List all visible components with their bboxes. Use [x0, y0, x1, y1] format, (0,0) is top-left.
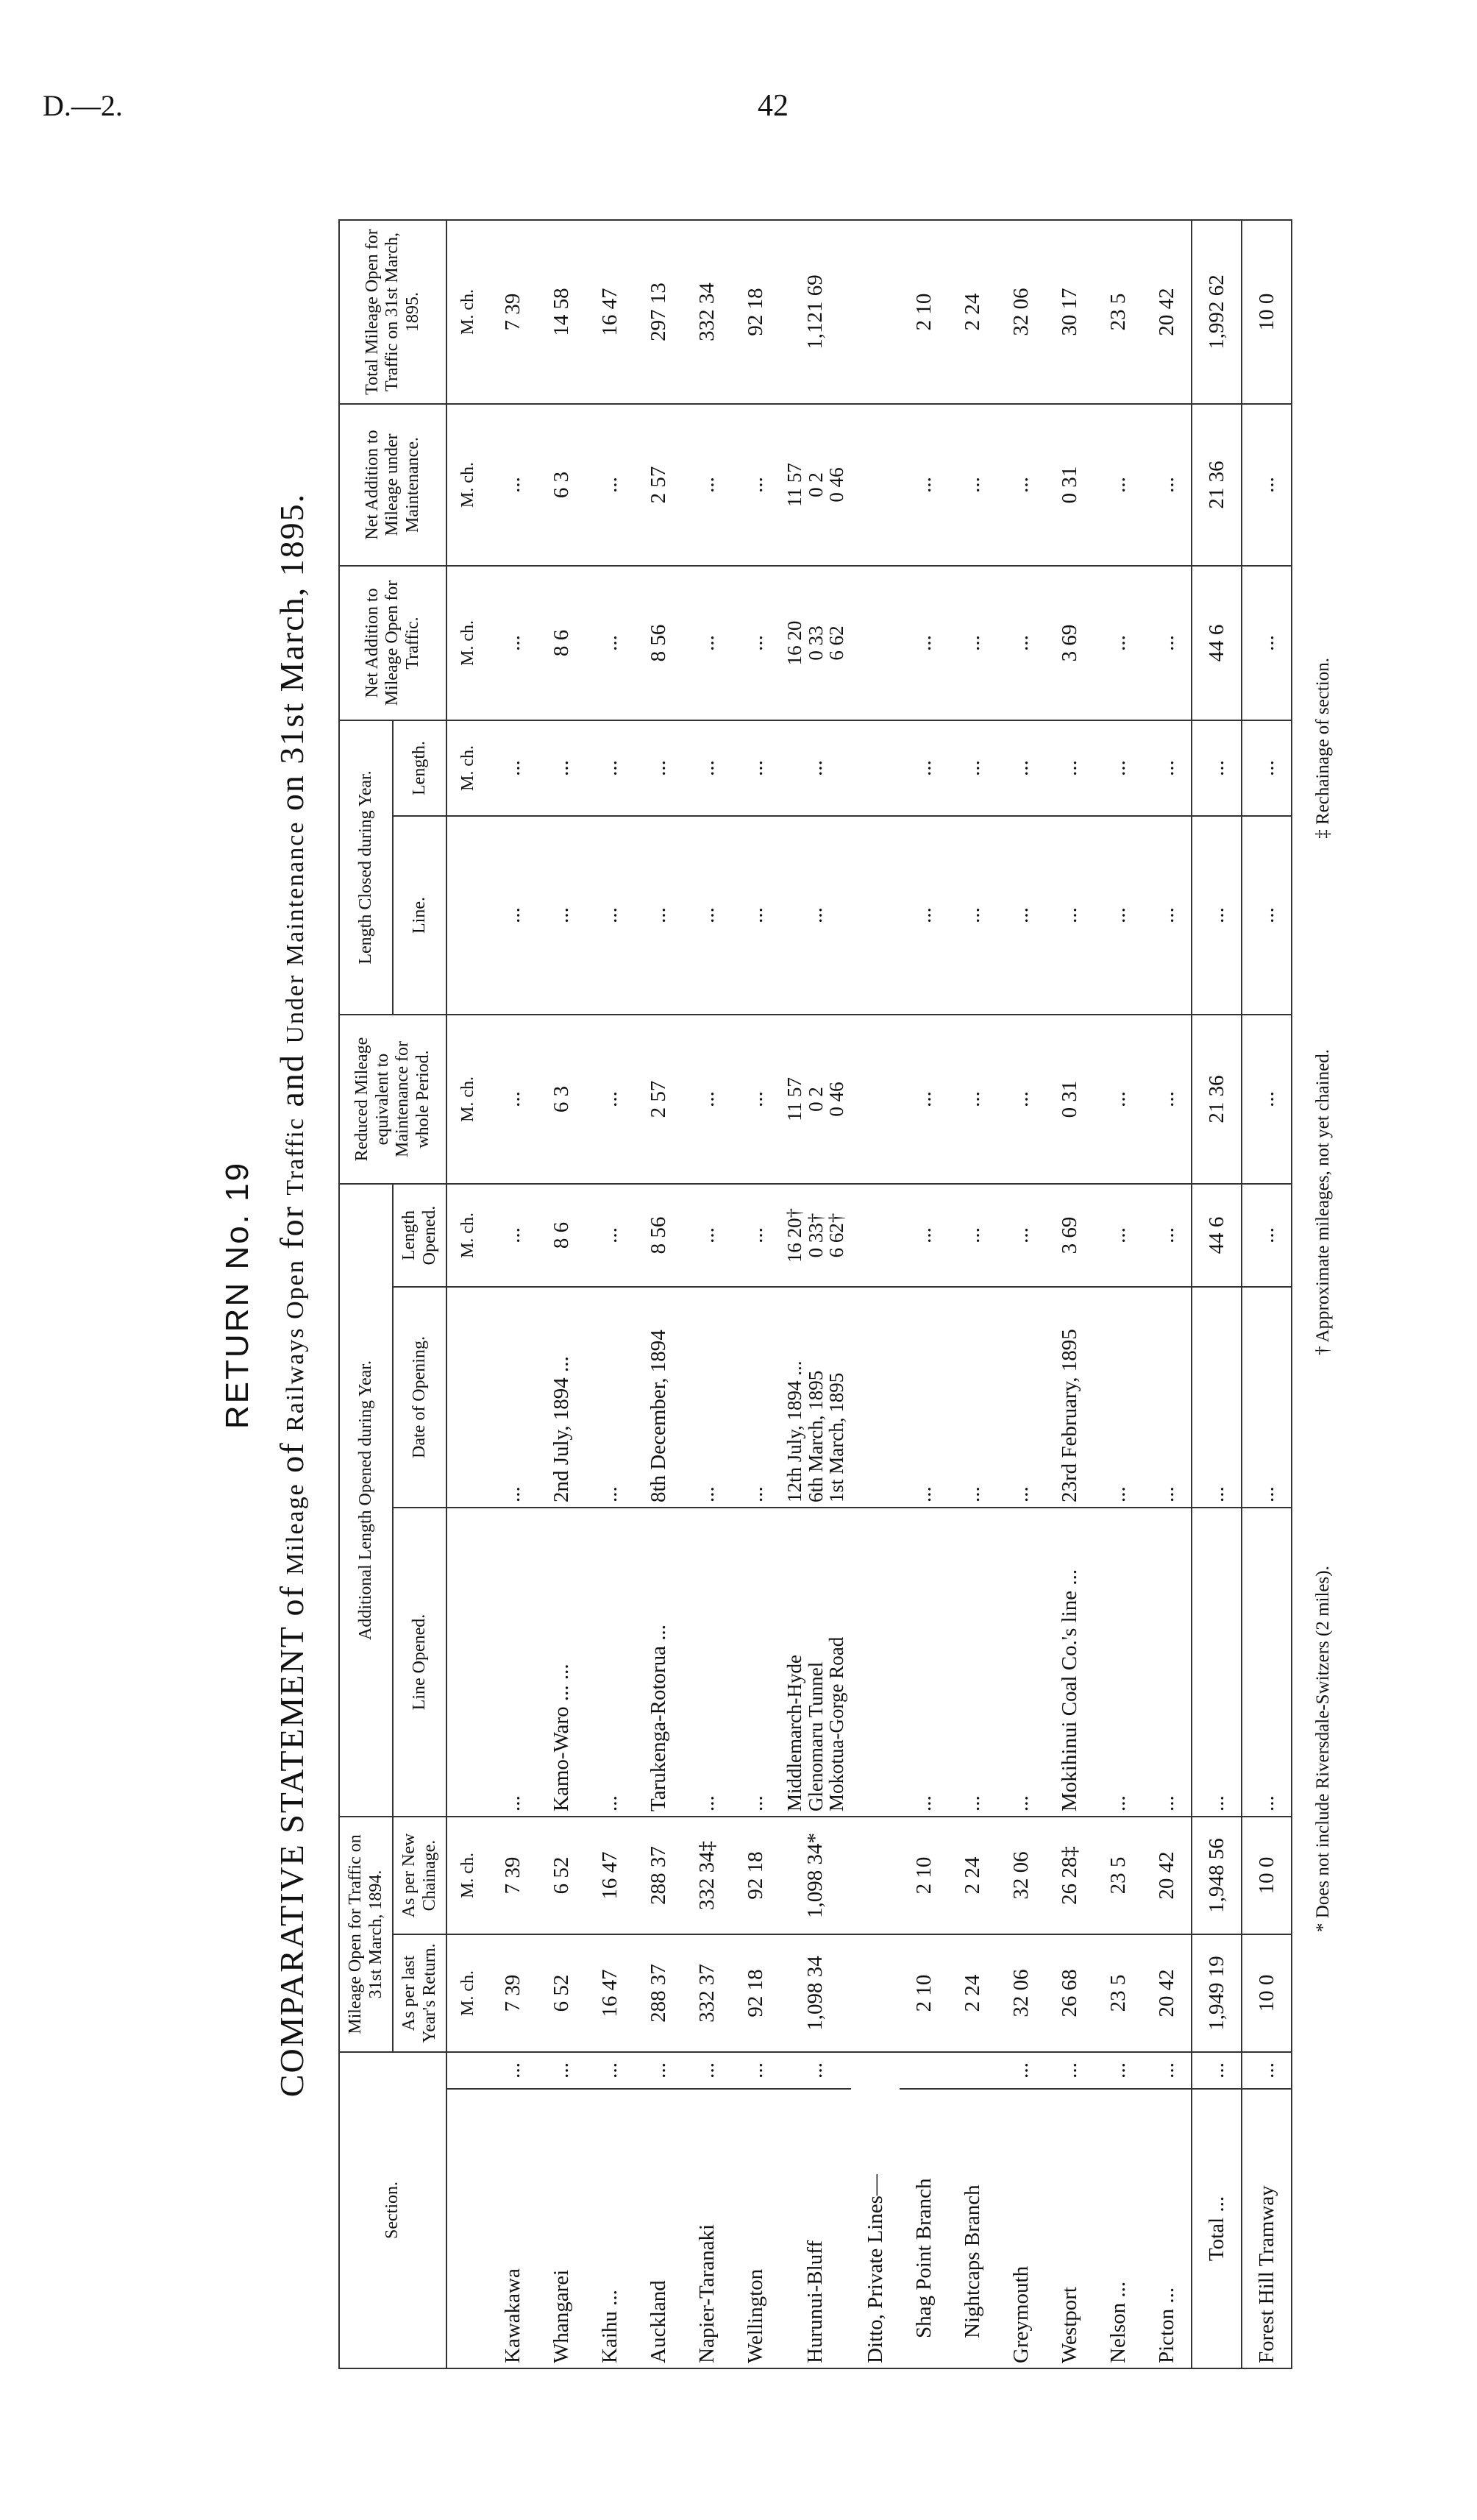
net-addition-maintenance: ...	[1242, 404, 1292, 566]
net-addition-maintenance	[780, 404, 851, 566]
net-addition-open: ...	[948, 566, 997, 720]
net-addition-maintenance: ...	[586, 404, 634, 566]
length-opened: ...	[1094, 1184, 1142, 1287]
closed-length: ...	[948, 720, 997, 816]
closed-length: ...	[1094, 720, 1142, 816]
footnote-star: * Does not include Riversdale-Switzers (2 miles).	[1313, 1566, 1333, 1932]
leader-dots: ...	[488, 2052, 537, 2089]
mileage-last-return: 7 39	[488, 1934, 537, 2052]
closed-length: ...	[488, 720, 537, 816]
length-opened: 44 6	[1192, 1184, 1242, 1287]
net-addition-open: 8 6	[537, 566, 586, 720]
length-opened: ...	[488, 1184, 537, 1287]
unit-cell: M. ch.	[446, 220, 488, 404]
net-addition-maintenance: ...	[731, 404, 780, 566]
unit-cell: M. ch.	[446, 1015, 488, 1184]
mileage-last-return: 10 0	[1242, 1934, 1292, 2052]
length-opened: 8 6	[537, 1184, 586, 1287]
leader-dots: ...	[780, 2052, 851, 2089]
length-opened: 3 69	[1045, 1184, 1094, 1287]
header-net-addition-open: Net Addition to Mileage Open for Traffic.	[339, 566, 446, 720]
line-opened: ...	[1094, 1508, 1142, 1817]
unit-cell	[446, 1508, 488, 1817]
net-addition-open-line: 16 20	[783, 620, 806, 666]
mileage-last-return: 26 68	[1045, 1934, 1094, 2052]
unit-cell	[446, 2052, 488, 2089]
closed-line: ...	[586, 816, 634, 1015]
line-opened-line: Mokotua-Gorge Road	[825, 1636, 848, 1811]
table-row	[683, 220, 731, 2368]
length-opened-line: 16 20†	[783, 1207, 806, 1263]
header-mileage-open-1894: Mileage Open for Traffic on 31st March, 1894.	[339, 1817, 393, 2052]
length-opened: ...	[997, 1184, 1045, 1287]
table-row	[780, 220, 851, 2368]
date-of-opening: ...	[948, 1287, 997, 1508]
leader-dots: ...	[731, 2052, 780, 2089]
section-name: Napier-Taranaki	[683, 2089, 731, 2368]
unit-cell	[446, 1287, 488, 1508]
closed-line: ...	[1142, 816, 1192, 1015]
mileage-new-chainage: 32 06	[997, 1817, 1045, 1934]
mileage-new-chainage: 26 28‡	[1045, 1817, 1094, 1934]
date-of-opening	[780, 1287, 851, 1508]
mileage-last-return: 2 10	[900, 1934, 948, 2052]
total-mileage: 332 34	[683, 220, 731, 404]
mileage-new-chainage: 288 37	[634, 1817, 683, 1934]
section-name: Picton ...	[1142, 2089, 1192, 2368]
closed-line: ...	[731, 816, 780, 1015]
total-mileage: 1,992 62	[1192, 220, 1242, 404]
mileage-new-chainage: 6 52	[537, 1817, 586, 1934]
date-of-opening: 2nd July, 1894 ...	[537, 1287, 586, 1508]
net-addition-open	[780, 566, 851, 720]
closed-line: ...	[780, 816, 851, 1015]
closed-line: ...	[1192, 816, 1242, 1015]
reduced-mileage: ...	[1142, 1015, 1192, 1184]
net-addition-maintenance: 2 57	[634, 404, 683, 566]
line-opened: ...	[1242, 1508, 1292, 1817]
total-mileage: 2 10	[900, 220, 948, 404]
closed-length: ...	[780, 720, 851, 816]
section-name: Greymouth	[997, 2089, 1045, 2368]
date-of-opening-line: 12th July, 1894 ...	[783, 1360, 806, 1502]
reduced-mileage: 6 3	[537, 1015, 586, 1184]
total-mileage: 23 5	[1094, 220, 1142, 404]
line-opened: ...	[488, 1508, 537, 1817]
mileage-new-chainage: 332 34‡	[683, 1817, 731, 1934]
closed-line: ...	[1242, 816, 1292, 1015]
reduced-mileage-line: 0 2	[804, 1087, 827, 1112]
reduced-mileage: 21 36	[1192, 1015, 1242, 1184]
length-opened: ...	[1242, 1184, 1292, 1287]
length-opened: ...	[900, 1184, 948, 1287]
mileage-new-chainage: 7 39	[488, 1817, 537, 1934]
footnote-dagger: † Approximate mileages, not yet chained.	[1313, 1049, 1333, 1355]
line-opened: ...	[1142, 1508, 1192, 1817]
reduced-mileage: 2 57	[634, 1015, 683, 1184]
line-opened-line: Middlemarch-Hyde	[783, 1655, 806, 1811]
table-row	[1192, 220, 1242, 2368]
line-opened: ...	[731, 1508, 780, 1817]
line-opened-line: Glenomaru Tunnel	[804, 1661, 827, 1811]
mileage-new-chainage: 92 18	[731, 1817, 780, 1934]
date-of-opening: ...	[900, 1287, 948, 1508]
title-part: Railways Open	[282, 1259, 309, 1432]
mileage-last-return: 2 24	[948, 1934, 997, 2052]
header-reduced-mileage: Reduced Mileage equivalent to Maintenance for whole Period.	[339, 1015, 446, 1184]
mileage-new-chainage: 20 42	[1142, 1817, 1192, 1934]
leader-dots: ...	[1242, 2052, 1292, 2089]
mileage-new-chainage: 23 5	[1094, 1817, 1142, 1934]
leader-dots	[948, 2052, 997, 2089]
closed-length: ...	[997, 720, 1045, 816]
unit-cell: M. ch.	[446, 720, 488, 816]
net-addition-maintenance-line: 0 2	[804, 472, 827, 497]
closed-length: ...	[586, 720, 634, 816]
leader-dots: ...	[997, 2052, 1045, 2089]
closed-line: ...	[488, 816, 537, 1015]
empty-cell	[851, 1934, 900, 2052]
net-addition-maintenance: ...	[900, 404, 948, 566]
closed-length: ...	[900, 720, 948, 816]
total-mileage: 297 13	[634, 220, 683, 404]
mileage-new-chainage: 1,098 34*	[780, 1817, 851, 1934]
section-name: Nelson ...	[1094, 2089, 1142, 2368]
table-row	[1242, 220, 1292, 2368]
net-addition-maintenance: ...	[683, 404, 731, 566]
header-as-per-new: As per New Chainage.	[393, 1817, 446, 1934]
empty-cell	[851, 816, 900, 1015]
net-addition-open: ...	[997, 566, 1045, 720]
closed-length: ...	[537, 720, 586, 816]
length-opened-line: 0 33†	[804, 1213, 827, 1258]
net-addition-maintenance: 0 31	[1045, 404, 1094, 566]
net-addition-open: ...	[900, 566, 948, 720]
reduced-mileage: ...	[997, 1015, 1045, 1184]
total-mileage: 92 18	[731, 220, 780, 404]
closed-line: ...	[948, 816, 997, 1015]
unit-cell: M. ch.	[446, 1184, 488, 1287]
unit-cell: M. ch.	[446, 1817, 488, 1934]
leader-dots: ...	[634, 2052, 683, 2089]
length-opened	[780, 1184, 851, 1287]
header-as-per-last: As per last Year's Return.	[393, 1934, 446, 2052]
reduced-mileage: ...	[1242, 1015, 1292, 1184]
section-name: Total ...	[1192, 2089, 1242, 2368]
unit-cell	[446, 816, 488, 1015]
section-name: Ditto, Private Lines—	[851, 2052, 900, 2368]
section-name: Whangarei	[537, 2089, 586, 2368]
total-mileage: 20 42	[1142, 220, 1192, 404]
date-of-opening: 8th December, 1894	[634, 1287, 683, 1508]
line-opened	[780, 1508, 851, 1817]
reduced-mileage	[780, 1015, 851, 1184]
mileage-new-chainage: 2 24	[948, 1817, 997, 1934]
empty-cell	[851, 220, 900, 404]
closed-line: ...	[683, 816, 731, 1015]
mileage-new-chainage: 10 0	[1242, 1817, 1292, 1934]
length-opened-line: 6 62†	[825, 1213, 848, 1258]
empty-cell	[851, 1508, 900, 1817]
unit-cell: M. ch.	[446, 404, 488, 566]
leader-dots: ...	[537, 2052, 586, 2089]
mileage-last-return: 6 52	[537, 1934, 586, 2052]
header-net-addition-maintenance: Net Addition to Mileage under Maintenance.	[339, 404, 446, 566]
mileage-last-return: 332 37	[683, 1934, 731, 2052]
header-total-mileage-1895: Total Mileage Open for Traffic on 31st March, 1895.	[339, 220, 446, 404]
net-addition-maintenance: ...	[1142, 404, 1192, 566]
closed-length: ...	[1142, 720, 1192, 816]
section-name: Westport	[1045, 2089, 1094, 2368]
reduced-mileage: ...	[683, 1015, 731, 1184]
net-addition-open: ...	[1094, 566, 1142, 720]
table-row	[997, 220, 1045, 2368]
closed-length: ...	[731, 720, 780, 816]
table-row	[634, 220, 683, 2368]
mileage-last-return: 32 06	[997, 1934, 1045, 2052]
line-opened: Kamo-Waro ... ...	[537, 1508, 586, 1817]
table-row	[537, 220, 586, 2368]
leader-dots: ...	[1192, 2052, 1242, 2089]
length-opened: ...	[731, 1184, 780, 1287]
unit-cell: M. ch.	[446, 566, 488, 720]
title-part: and	[273, 1043, 310, 1118]
net-addition-open-line: 6 62	[825, 625, 848, 661]
date-of-opening: ...	[997, 1287, 1045, 1508]
closed-line: ...	[900, 816, 948, 1015]
net-addition-maintenance: ...	[997, 404, 1045, 566]
net-addition-maintenance: ...	[948, 404, 997, 566]
reduced-mileage-line: 0 46	[825, 1082, 848, 1117]
line-opened: ...	[997, 1508, 1045, 1817]
document-reference: D.—2.	[43, 89, 123, 122]
closed-line: ...	[997, 816, 1045, 1015]
closed-length: ...	[634, 720, 683, 816]
mileage-last-return: 1,949 19	[1192, 1934, 1242, 2052]
date-of-opening: ...	[1242, 1287, 1292, 1508]
page-number: 42	[758, 89, 789, 123]
header-closed-line: Line.	[393, 816, 446, 1015]
section-name: Kaihu ...	[586, 2089, 634, 2368]
table-row	[1094, 220, 1142, 2368]
section-name: Shag Point Branch	[900, 2089, 948, 2368]
unit-cell	[446, 2089, 488, 2368]
units-row	[446, 220, 488, 2368]
closed-line: ...	[1045, 816, 1094, 1015]
reduced-mileage: ...	[488, 1015, 537, 1184]
total-mileage: 14 58	[537, 220, 586, 404]
net-addition-open: ...	[683, 566, 731, 720]
title-part: Under Maintenance	[282, 820, 309, 1044]
section-name: Wellington	[731, 2089, 780, 2368]
title-part: for	[273, 1195, 310, 1260]
date-of-opening: ...	[1142, 1287, 1192, 1508]
table-row	[731, 220, 780, 2368]
footnotes	[1313, 191, 1334, 2399]
closed-line: ...	[634, 816, 683, 1015]
line-opened: ...	[900, 1508, 948, 1817]
unit-cell: M. ch.	[446, 1934, 488, 2052]
reduced-mileage: ...	[1094, 1015, 1142, 1184]
net-addition-open-line: 0 33	[804, 625, 827, 661]
reduced-mileage: ...	[948, 1015, 997, 1184]
reduced-mileage: ...	[586, 1015, 634, 1184]
line-opened: ...	[1192, 1508, 1242, 1817]
reduced-mileage-line: 11 57	[783, 1077, 806, 1121]
total-mileage: 10 0	[1242, 220, 1292, 404]
mileage-statement-table	[338, 219, 1292, 2369]
leader-dots: ...	[1045, 2052, 1094, 2089]
leader-dots: ...	[1094, 2052, 1142, 2089]
net-addition-open: ...	[1242, 566, 1292, 720]
mileage-new-chainage: 1,948 56	[1192, 1817, 1242, 1934]
statement-title	[272, 191, 311, 2399]
line-opened: ...	[948, 1508, 997, 1817]
net-addition-maintenance: 6 3	[537, 404, 586, 566]
total-mileage: 16 47	[586, 220, 634, 404]
leader-dots: ...	[683, 2052, 731, 2089]
net-addition-open: ...	[488, 566, 537, 720]
length-opened: ...	[1142, 1184, 1192, 1287]
date-of-opening: ...	[683, 1287, 731, 1508]
total-mileage: 32 06	[997, 220, 1045, 404]
length-opened: 8 56	[634, 1184, 683, 1287]
date-of-opening-line: 6th March, 1895	[804, 1370, 827, 1502]
line-opened: Tarukenga-Rotorua ...	[634, 1508, 683, 1817]
footnote-double-dagger: ‡ Rechainage of section.	[1313, 658, 1333, 839]
mileage-last-return: 20 42	[1142, 1934, 1192, 2052]
table-row	[1045, 220, 1094, 2368]
length-opened: ...	[948, 1184, 997, 1287]
net-addition-maintenance-line: 0 46	[825, 467, 848, 503]
reduced-mileage: 0 31	[1045, 1015, 1094, 1184]
title-part: Traffic	[282, 1117, 309, 1196]
mileage-last-return: 16 47	[586, 1934, 634, 2052]
closed-length: ...	[683, 720, 731, 816]
leader-dots	[900, 2052, 948, 2089]
date-of-opening: ...	[586, 1287, 634, 1508]
net-addition-open: 3 69	[1045, 566, 1094, 720]
reduced-mileage: ...	[900, 1015, 948, 1184]
net-addition-open: ...	[1142, 566, 1192, 720]
net-addition-maintenance: ...	[1094, 404, 1142, 566]
length-opened: ...	[586, 1184, 634, 1287]
title-part: of	[273, 1431, 310, 1483]
mileage-new-chainage: 2 10	[900, 1817, 948, 1934]
mileage-last-return: 92 18	[731, 1934, 780, 2052]
table-row	[948, 220, 997, 2368]
section-name: Hurunui-Bluff	[780, 2089, 851, 2368]
header-additional-length: Additional Length Opened during Year.	[339, 1184, 393, 1817]
length-opened: ...	[683, 1184, 731, 1287]
net-addition-open: 44 6	[1192, 566, 1242, 720]
date-of-opening-line: 1st March, 1895	[825, 1372, 848, 1502]
header-line-opened: Line Opened.	[393, 1508, 446, 1817]
header-length-opened: Length Opened.	[393, 1184, 446, 1287]
total-mileage: 2 24	[948, 220, 997, 404]
leader-dots: ...	[586, 2052, 634, 2089]
date-of-opening: ...	[731, 1287, 780, 1508]
leader-dots: ...	[1142, 2052, 1192, 2089]
mileage-last-return: 288 37	[634, 1934, 683, 2052]
rotated-return-page	[213, 191, 1346, 2399]
date-of-opening: ...	[1094, 1287, 1142, 1508]
line-opened: Mokihinui Coal Co.'s line ...	[1045, 1508, 1094, 1817]
table-row	[851, 220, 900, 2368]
empty-cell	[851, 404, 900, 566]
table-row	[900, 220, 948, 2368]
net-addition-maintenance: ...	[488, 404, 537, 566]
empty-cell	[851, 1015, 900, 1184]
date-of-opening: ...	[488, 1287, 537, 1508]
date-of-opening: 23rd February, 1895	[1045, 1287, 1094, 1508]
empty-cell	[851, 720, 900, 816]
header-length-closed: Length Closed during Year.	[339, 720, 393, 1015]
section-name: Forest Hill Tramway	[1242, 2089, 1292, 2368]
empty-cell	[851, 1817, 900, 1934]
total-mileage: 1,121 69	[780, 220, 851, 404]
table-row	[586, 220, 634, 2368]
title-part: COMPARATIVE STATEMENT of	[273, 1575, 310, 2098]
line-opened: ...	[586, 1508, 634, 1817]
mileage-new-chainage: 16 47	[586, 1817, 634, 1934]
section-name: Nightcaps Branch	[948, 2089, 997, 2368]
empty-cell	[851, 1184, 900, 1287]
net-addition-open: 8 56	[634, 566, 683, 720]
mileage-last-return: 1,098 34	[780, 1934, 851, 2052]
title-part: Mileage	[282, 1483, 309, 1575]
line-opened: ...	[683, 1508, 731, 1817]
net-addition-maintenance: 21 36	[1192, 404, 1242, 566]
title-part: on 31st March, 1895.	[273, 492, 310, 821]
empty-cell	[851, 566, 900, 720]
closed-line: ...	[537, 816, 586, 1015]
return-title: RETURN No. 19	[219, 1160, 255, 1430]
section-name: Kawakawa	[488, 2089, 537, 2368]
net-addition-open: ...	[731, 566, 780, 720]
closed-line: ...	[1094, 816, 1142, 1015]
header-section: Section.	[339, 2052, 446, 2368]
mileage-last-return: 23 5	[1094, 1934, 1142, 2052]
net-addition-open: ...	[586, 566, 634, 720]
reduced-mileage: ...	[731, 1015, 780, 1184]
closed-length: ...	[1192, 720, 1242, 816]
header-closed-length: Length.	[393, 720, 446, 816]
total-mileage: 7 39	[488, 220, 537, 404]
closed-length: ...	[1242, 720, 1292, 816]
table-row	[488, 220, 537, 2368]
header-date-of-opening: Date of Opening.	[393, 1287, 446, 1508]
date-of-opening: ...	[1192, 1287, 1242, 1508]
empty-cell	[851, 1287, 900, 1508]
net-addition-maintenance-line: 11 57	[783, 463, 806, 507]
section-name: Auckland	[634, 2089, 683, 2368]
table-row	[1142, 220, 1192, 2368]
total-mileage: 30 17	[1045, 220, 1094, 404]
closed-length: ...	[1045, 720, 1094, 816]
